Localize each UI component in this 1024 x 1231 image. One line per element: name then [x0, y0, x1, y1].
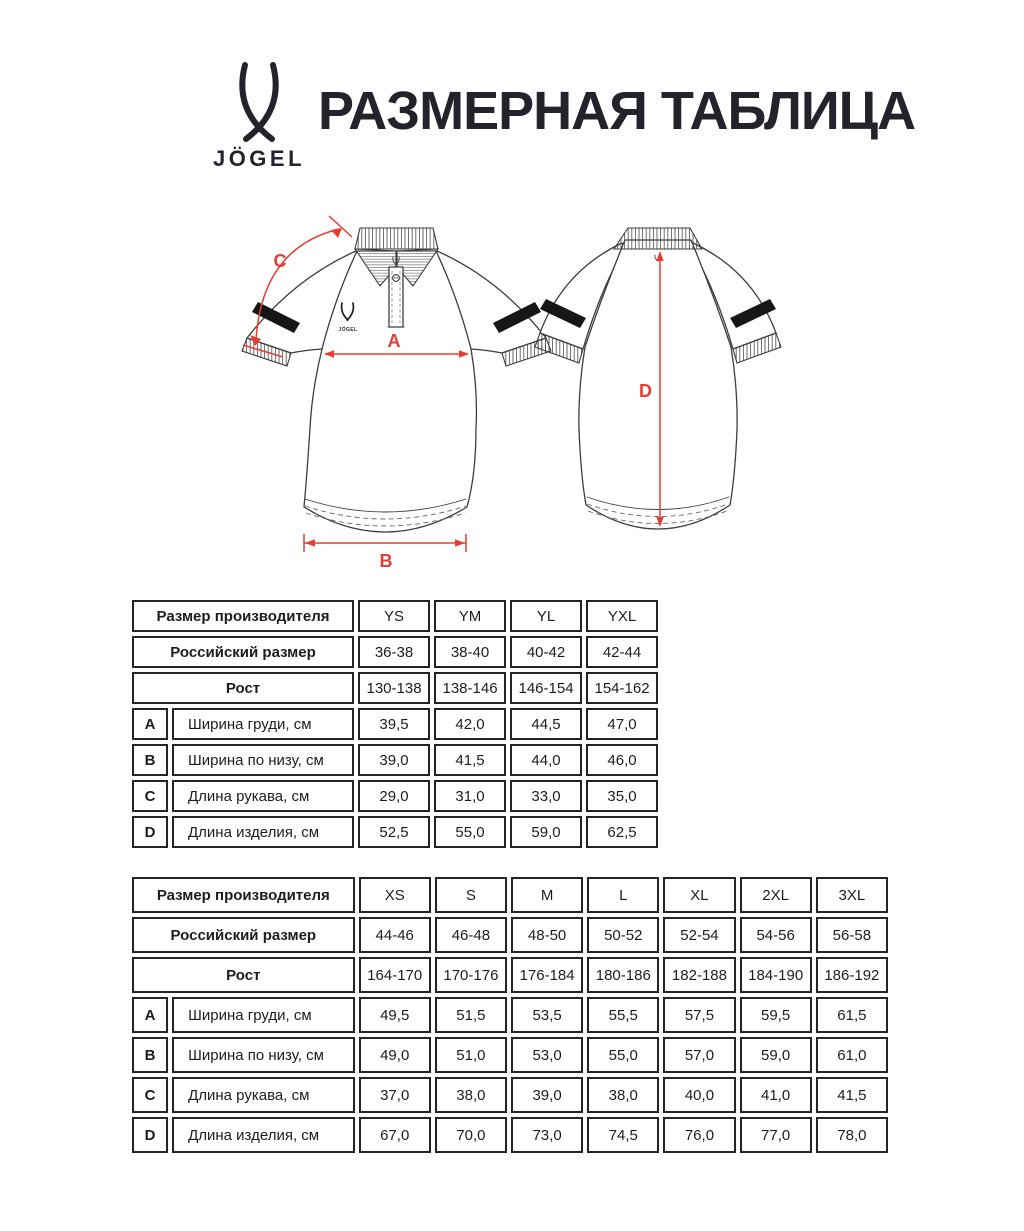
value-cell: 41,0	[740, 1077, 812, 1113]
value-cell: YS	[358, 600, 430, 632]
row-label-cell: Российский размер	[132, 636, 354, 668]
value-cell: 42,0	[434, 708, 506, 740]
row-label-cell: Размер производителя	[132, 877, 355, 913]
value-cell: 44,0	[510, 744, 582, 776]
value-cell: 55,5	[587, 997, 659, 1033]
value-cell: 31,0	[434, 780, 506, 812]
measurement-arrow-b	[304, 534, 466, 571]
measure-letter-cell: B	[132, 1037, 168, 1073]
table-header-row	[132, 636, 658, 668]
value-cell: 52,5	[358, 816, 430, 848]
youth-size-table	[128, 596, 662, 852]
value-cell: 39,0	[358, 744, 430, 776]
measure-label-cell: Длина рукава, см	[172, 780, 354, 812]
value-cell: 56-58	[816, 917, 888, 953]
measure-letter-cell: D	[132, 1117, 168, 1153]
value-cell: 44,5	[510, 708, 582, 740]
table-measure-row	[132, 997, 888, 1033]
value-cell: 40,0	[663, 1077, 735, 1113]
value-cell: 170-176	[435, 957, 507, 993]
measure-letter-cell: C	[132, 780, 168, 812]
polo-front-view	[242, 216, 551, 571]
value-cell: 35,0	[586, 780, 658, 812]
value-cell: 44-46	[359, 917, 431, 953]
value-cell: 54-56	[740, 917, 812, 953]
row-label-cell: Рост	[132, 957, 355, 993]
value-cell: 49,5	[359, 997, 431, 1033]
value-cell: XL	[663, 877, 735, 913]
row-label-cell: Рост	[132, 672, 354, 704]
measure-label-cell: Ширина груди, см	[172, 997, 355, 1033]
value-cell: 59,0	[740, 1037, 812, 1073]
value-cell: 3XL	[816, 877, 888, 913]
value-cell: 138-146	[434, 672, 506, 704]
value-cell: YL	[510, 600, 582, 632]
value-cell: 41,5	[434, 744, 506, 776]
value-cell: XS	[359, 877, 431, 913]
value-cell: 29,0	[358, 780, 430, 812]
measurement-label-b: B	[379, 551, 393, 571]
value-cell: 38,0	[435, 1077, 507, 1113]
value-cell: S	[435, 877, 507, 913]
value-cell: 51,0	[435, 1037, 507, 1073]
value-cell: 70,0	[435, 1117, 507, 1153]
value-cell: 61,0	[816, 1037, 888, 1073]
measure-label-cell: Длина изделия, см	[172, 1117, 355, 1153]
value-cell: 36-38	[358, 636, 430, 668]
table-measure-row	[132, 708, 658, 740]
value-cell: 46,0	[586, 744, 658, 776]
value-cell: 41,5	[816, 1077, 888, 1113]
value-cell: 182-188	[663, 957, 735, 993]
value-cell: 50-52	[587, 917, 659, 953]
value-cell: 57,5	[663, 997, 735, 1033]
adult-size-table	[128, 873, 892, 1157]
table-header-row	[132, 600, 658, 632]
value-cell: 59,0	[510, 816, 582, 848]
value-cell: 46-48	[435, 917, 507, 953]
measure-label-cell: Ширина по низу, см	[172, 1037, 355, 1073]
value-cell: 62,5	[586, 816, 658, 848]
brand-logo	[203, 62, 315, 172]
value-cell: 53,0	[511, 1037, 583, 1073]
row-label-cell: Российский размер	[132, 917, 355, 953]
measure-letter-cell: D	[132, 816, 168, 848]
value-cell: 42-44	[586, 636, 658, 668]
measurement-label-d: D	[639, 381, 652, 401]
table-measure-row	[132, 1077, 888, 1113]
value-cell: 40-42	[510, 636, 582, 668]
svg-text:JÖGEL: JÖGEL	[338, 327, 358, 333]
value-cell: 59,5	[740, 997, 812, 1033]
measurement-label-c: C	[273, 251, 287, 271]
value-cell: 51,5	[435, 997, 507, 1033]
value-cell: 47,0	[586, 708, 658, 740]
measure-letter-cell: A	[132, 708, 168, 740]
value-cell: 78,0	[816, 1117, 888, 1153]
value-cell: 52-54	[663, 917, 735, 953]
value-cell: 61,5	[816, 997, 888, 1033]
brand-wordmark: JÖGEL	[212, 146, 306, 171]
measure-label-cell: Длина изделия, см	[172, 816, 354, 848]
measure-label-cell: Длина рукава, см	[172, 1077, 355, 1113]
table-header-row	[132, 917, 888, 953]
row-label-cell: Размер производителя	[132, 600, 354, 632]
value-cell: 184-190	[740, 957, 812, 993]
table-measure-row	[132, 1037, 888, 1073]
measure-label-cell: Ширина груди, см	[172, 708, 354, 740]
size-diagram	[0, 185, 1024, 590]
table-header-row	[132, 877, 888, 913]
table-measure-row	[132, 1117, 888, 1153]
value-cell: 146-154	[510, 672, 582, 704]
value-cell: 154-162	[586, 672, 658, 704]
value-cell: 57,0	[663, 1037, 735, 1073]
value-cell: 77,0	[740, 1117, 812, 1153]
value-cell: 53,5	[511, 997, 583, 1033]
measure-letter-cell: B	[132, 744, 168, 776]
value-cell: 37,0	[359, 1077, 431, 1113]
table-measure-row	[132, 744, 658, 776]
value-cell: 67,0	[359, 1117, 431, 1153]
measurement-label-a: A	[387, 331, 401, 351]
value-cell: 39,5	[358, 708, 430, 740]
value-cell: 176-184	[511, 957, 583, 993]
jogel-crossed-strokes-icon	[224, 62, 294, 144]
value-cell: 76,0	[663, 1117, 735, 1153]
value-cell: M	[511, 877, 583, 913]
table-header-row	[132, 957, 888, 993]
measure-letter-cell: C	[132, 1077, 168, 1113]
value-cell: 38,0	[587, 1077, 659, 1113]
measure-label-cell: Ширина по низу, см	[172, 744, 354, 776]
value-cell: 164-170	[359, 957, 431, 993]
value-cell: YXL	[586, 600, 658, 632]
table-measure-row	[132, 780, 658, 812]
value-cell: 130-138	[358, 672, 430, 704]
value-cell: 74,5	[587, 1117, 659, 1153]
value-cell: L	[587, 877, 659, 913]
value-cell: 55,0	[434, 816, 506, 848]
value-cell: 38-40	[434, 636, 506, 668]
value-cell: 49,0	[359, 1037, 431, 1073]
measure-letter-cell: A	[132, 997, 168, 1033]
value-cell: 2XL	[740, 877, 812, 913]
value-cell: 33,0	[510, 780, 582, 812]
table-measure-row	[132, 816, 658, 848]
value-cell: 39,0	[511, 1077, 583, 1113]
value-cell: 186-192	[816, 957, 888, 993]
value-cell: 48-50	[511, 917, 583, 953]
table-header-row	[132, 672, 658, 704]
polo-back-view	[535, 228, 781, 529]
value-cell: YM	[434, 600, 506, 632]
page-title: РАЗМЕРНАЯ ТАБЛИЦА	[318, 81, 916, 141]
value-cell: 180-186	[587, 957, 659, 993]
value-cell: 73,0	[511, 1117, 583, 1153]
value-cell: 55,0	[587, 1037, 659, 1073]
